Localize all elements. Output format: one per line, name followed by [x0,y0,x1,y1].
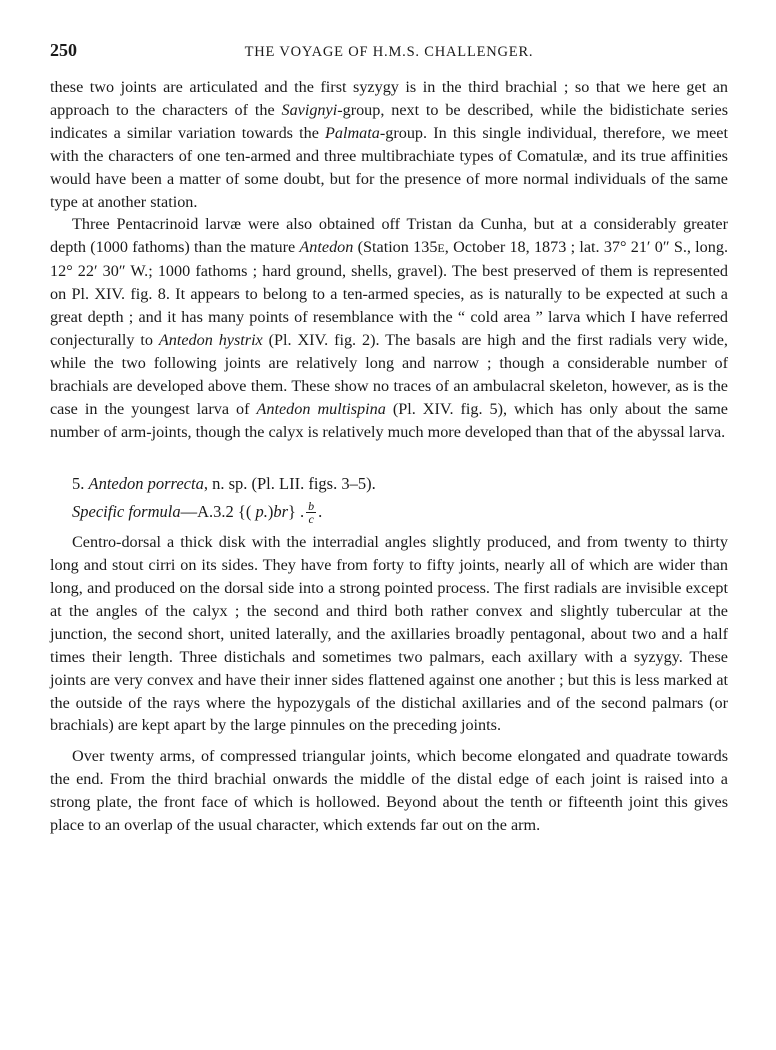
text-run: -group. In this single individual, therefore, we meet with the characters of one ten-armed and three multibrachiate types of Comatulæ, and its true affinities would have been a matter of some doubt, but for the presence of more normal individuals of the same type at another station. [50,123,728,211]
small-caps-run: E [437,241,445,256]
formula-text: . [318,501,323,521]
fraction-numerator: b [308,499,315,514]
formula-label: Specific formula [72,501,181,521]
text-run: (Pl. XIV. fig. 5), which has only about the same number of arm-joints, though the calyx is relatively much more developed than that of the abyssal larva. [50,399,728,441]
text-run: (Station 135 [353,238,438,257]
page-header [50,40,728,70]
italic-run: Antedon multispina [256,399,386,418]
text-run: these two joints are articulated and the first syzygy is in the third brachial ; so that we here get an approach to the characters of the [50,78,728,119]
formula-fraction [306,500,316,525]
paragraph-4: Over twenty arms, of compressed triangular joints, which become elongated and quadrate towards the end. From the third brachial onwards the middle of the distal edge of each joint is raised into a strong plate, the front face of which is hollowed. Beyond about the tenth or fifteenth joint this gives place to an overlap of the usual character, which extends far out on the arm. [50,747,728,835]
italic-run: Savignyi [281,100,338,119]
paragraph-2 [50,213,728,443]
page-number: 250 [50,40,77,60]
formula-text: ) [267,501,274,521]
section-number: 5. [72,473,89,493]
italic-run: Antedon hystrix [158,330,263,349]
formula-italic: br [273,501,288,521]
paragraph-3: Centro-dorsal a thick disk with the interradial angles slightly produced, and from twenty to thirty long and stout cirri on its sides. They have from forty to fifty joints, nearly all of which are wider than long, and produced on the dorsal side into a strong pointed process. The first radials are invisible except at the angles of the calyx ; the second and third both rather convex and slightly tubercular at the junction, the second short, united laterally, and the axillaries broadly pentagonal, about two and a half times their length. Three distichals and sometimes two palmars, each axillary with a syzygy. These joints are very convex and have their inner sides flattened against one another ; but this is less marked at the outside of the rays where the hypozygals of the distichal axillaries and of the second palmars (or brachials) are kept apart by the large pinnules on the preceding joints. [50,533,728,735]
paragraph-1 [50,76,728,213]
running-head: THE VOYAGE OF H.M.S. CHALLENGER. [244,44,534,60]
species-name: Antedon porrecta [88,473,204,493]
formula-italic: p. [255,501,268,521]
italic-run: Palmata [325,123,380,142]
italic-run: Antedon [299,238,354,257]
text-run: Three Pentacrinoid larvæ were also obtained off Tristan da Cunha, but at a considerably greater depth (1000 fathoms) than the mature [50,215,728,257]
formula-text: —A.3.2 {( [180,501,256,521]
formula-text: } . [288,501,305,521]
text-run: (Pl. XIV. fig. 2). The basals are high and the first radials very wide, while the two following joints are relatively long and narrow ; though a considerable number of brachials are developed above them. These show no traces of an ambulacral skeleton, however, as is the case in the youngest larva of [50,330,728,418]
fraction-denominator: c [308,512,314,527]
text-run: , October 18, 1873 ; lat. 37° 21′ 0″ S., long. 12° 22′ 30″ W.; 1000 fathoms ; hard ground, shells, gravel). The best preserved of them is represented on Pl. XIV. fig. 8. It appears to belong to a ten-armed species, as is naturally to be expected at such a great depth ; and it has many points of resemblance with the “ cold area ” larva which I have referred conjecturally to [50,238,728,349]
section-rest: , n. sp. (Pl. LII. figs. 3–5). [203,473,376,493]
species-heading [50,472,728,495]
text-run: -group, next to be described, while the bidistichate series indicates a similar variation towards the [50,100,729,142]
specific-formula [50,499,728,526]
